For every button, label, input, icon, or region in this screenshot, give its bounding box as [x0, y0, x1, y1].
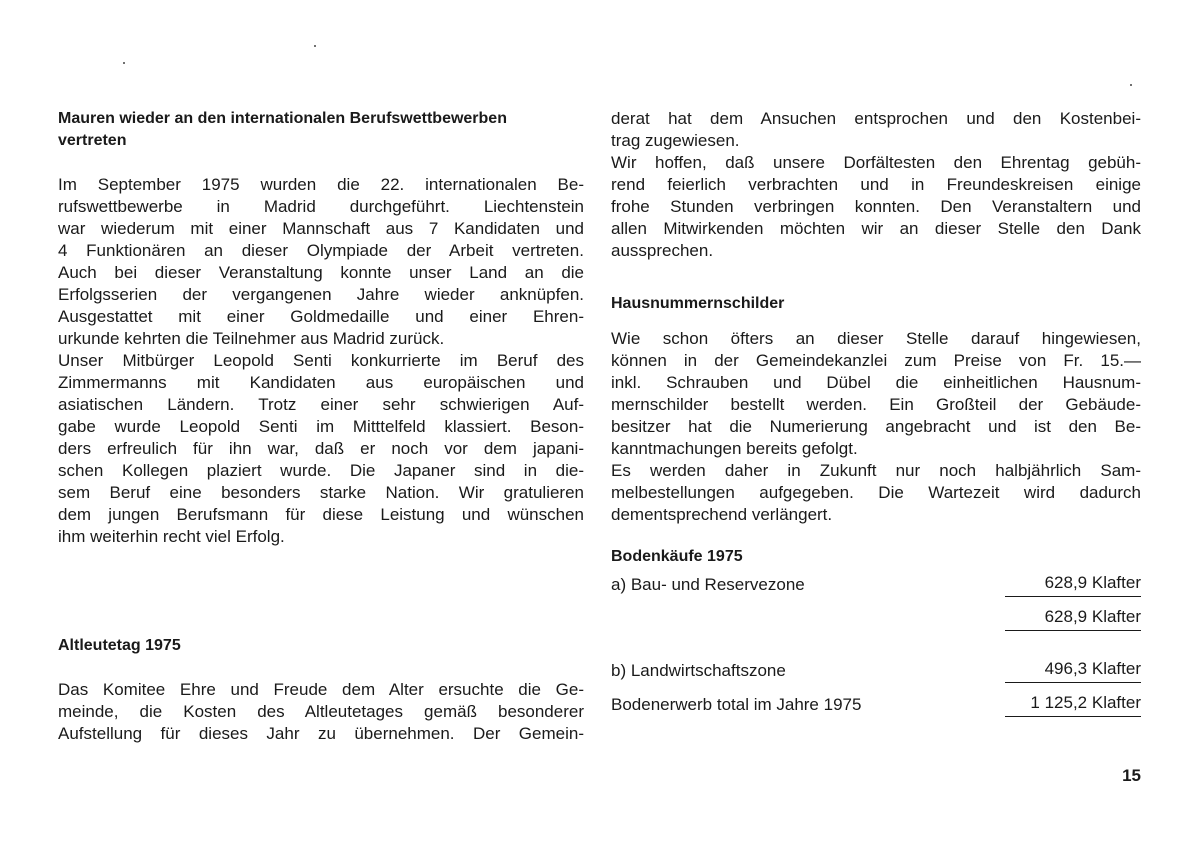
text-line: rufswettbewerbe in Madrid durchgeführt. Liechtenstein: [58, 197, 584, 216]
text-line: Auch bei dieser Veranstaltung konnte unser Land an die: [58, 263, 584, 282]
text-line: 4 Funktionären an dieser Olympiade der Arbeit vertreten.: [58, 241, 584, 260]
text-line: melbestellungen aufgegeben. Die Wartezeit wird dadurch: [611, 483, 1141, 502]
text-line: derat hat dem Ansuchen entsprochen und den Kostenbei-: [611, 109, 1141, 128]
subtotal-value: 628,9 Klafter: [1005, 607, 1141, 631]
text-line: dementsprechend verlängert.: [611, 505, 833, 524]
table-row: [611, 654, 1141, 688]
bodenkaeufe-table: [611, 568, 1141, 722]
total-label: Bodenerwerb total im Jahre 1975: [611, 695, 862, 714]
row-label: b) Landwirtschaftszone: [611, 661, 786, 680]
text-line: können in der Gemeindekanzlei zum Preise von Fr. 15.—: [611, 351, 1141, 370]
paragraph-hausnummern-1: [611, 328, 1141, 460]
text-line: Aufstellung für dieses Jahr zu übernehmen. Der Gemein-: [58, 724, 584, 743]
paragraph-altleutetag-cont: [611, 108, 1141, 152]
row-value: 496,3 Klafter: [1005, 659, 1141, 683]
text-line: gabe wurde Leopold Senti im Mitttelfeld klassiert. Beson-: [58, 417, 584, 436]
scan-speck: [314, 45, 316, 47]
text-line: kanntmachungen bereits gefolgt.: [611, 439, 858, 458]
table-row: [611, 688, 1141, 722]
heading-line: vertreten: [58, 132, 127, 149]
heading-altleutetag: Altleutetag 1975: [58, 637, 181, 654]
text-line: aussprechen.: [611, 241, 714, 260]
text-line: inkl. Schrauben und Dübel die einheitlichen Hausnum-: [611, 373, 1141, 392]
paragraph-berufswettbewerbe-1: [58, 174, 584, 350]
text-line: ders erfreulich für ihn war, daß er noch vor dem japani-: [58, 439, 584, 458]
table-row: [611, 568, 1141, 602]
heading-bodenkaeufe: Bodenkäufe 1975: [611, 548, 743, 565]
heading-hausnummernschilder: Hausnummernschilder: [611, 295, 785, 312]
paragraph-altleutetag: [58, 679, 584, 745]
heading-line: Mauren wieder an den internationalen Berufswettbewerben: [58, 110, 507, 127]
text-line: urkunde kehrten die Teilnehmer aus Madrid zurück.: [58, 329, 445, 348]
total-value: 1 125,2 Klafter: [1005, 693, 1141, 717]
text-line: ihm weiterhin recht viel Erfolg.: [58, 527, 285, 546]
text-line: Ausgestattet mit einer Goldmedaille und einer Ehren-: [58, 307, 584, 326]
text-line: Unser Mitbürger Leopold Senti konkurrierte im Beruf des: [58, 351, 584, 370]
row-label: a) Bau- und Reservezone: [611, 575, 805, 594]
text-line: Es werden daher in Zukunft nur noch halbjährlich Sam-: [611, 461, 1141, 480]
text-line: asiatischen Ländern. Trotz einer sehr schwierigen Auf-: [58, 395, 584, 414]
paragraph-dorfaelteste: [611, 152, 1141, 262]
text-line: trag zugewiesen.: [611, 131, 740, 150]
text-line: frohe Stunden verbringen konnten. Den Veranstaltern und: [611, 197, 1141, 216]
right-column: [611, 108, 1141, 722]
paragraph-hausnummern-2: [611, 460, 1141, 526]
text-line: Das Komitee Ehre und Freude dem Alter ersuchte die Ge-: [58, 680, 584, 699]
left-column: [58, 108, 584, 745]
text-line: sem Beruf eine besonders starke Nation. Wir gratulieren: [58, 483, 584, 502]
text-line: Zimmermanns mit Kandidaten aus europäischen und: [58, 373, 584, 392]
scan-speck: [1130, 84, 1132, 86]
scan-speck: [123, 62, 125, 64]
text-line: Wir hoffen, daß unsere Dorfältesten den Ehrentag gebüh-: [611, 153, 1141, 172]
text-line: Erfolgsserien der vergangenen Jahre wieder anknüpfen.: [58, 285, 584, 304]
paragraph-berufswettbewerbe-2: [58, 350, 584, 548]
text-line: war wiederum mit einer Mannschaft aus 7 Kandidaten und: [58, 219, 584, 238]
text-line: allen Mitwirkenden möchten wir an dieser Stelle den Dank: [611, 219, 1141, 238]
text-line: dem jungen Berufsmann für diese Leistung und wünschen: [58, 505, 584, 524]
text-line: Wie schon öfters an dieser Stelle darauf hingewiesen,: [611, 329, 1141, 348]
text-line: meinde, die Kosten des Altleutetages gemäß besonderer: [58, 702, 584, 721]
table-row: [611, 602, 1141, 636]
text-line: mernschilder bestellt werden. Ein Großteil der Gebäude-: [611, 395, 1141, 414]
text-line: rend feierlich verbrachten und in Freundeskreisen einige: [611, 175, 1141, 194]
text-line: schen Kollegen plaziert wurde. Die Japaner sind in die-: [58, 461, 584, 480]
text-line: besitzer hat die Numerierung angebracht und ist den Be-: [611, 417, 1141, 436]
page-number: 15: [1122, 766, 1141, 785]
heading-berufswettbewerbe: [58, 108, 584, 152]
row-value: 628,9 Klafter: [1005, 573, 1141, 597]
text-line: Im September 1975 wurden die 22. internationalen Be-: [58, 175, 584, 194]
